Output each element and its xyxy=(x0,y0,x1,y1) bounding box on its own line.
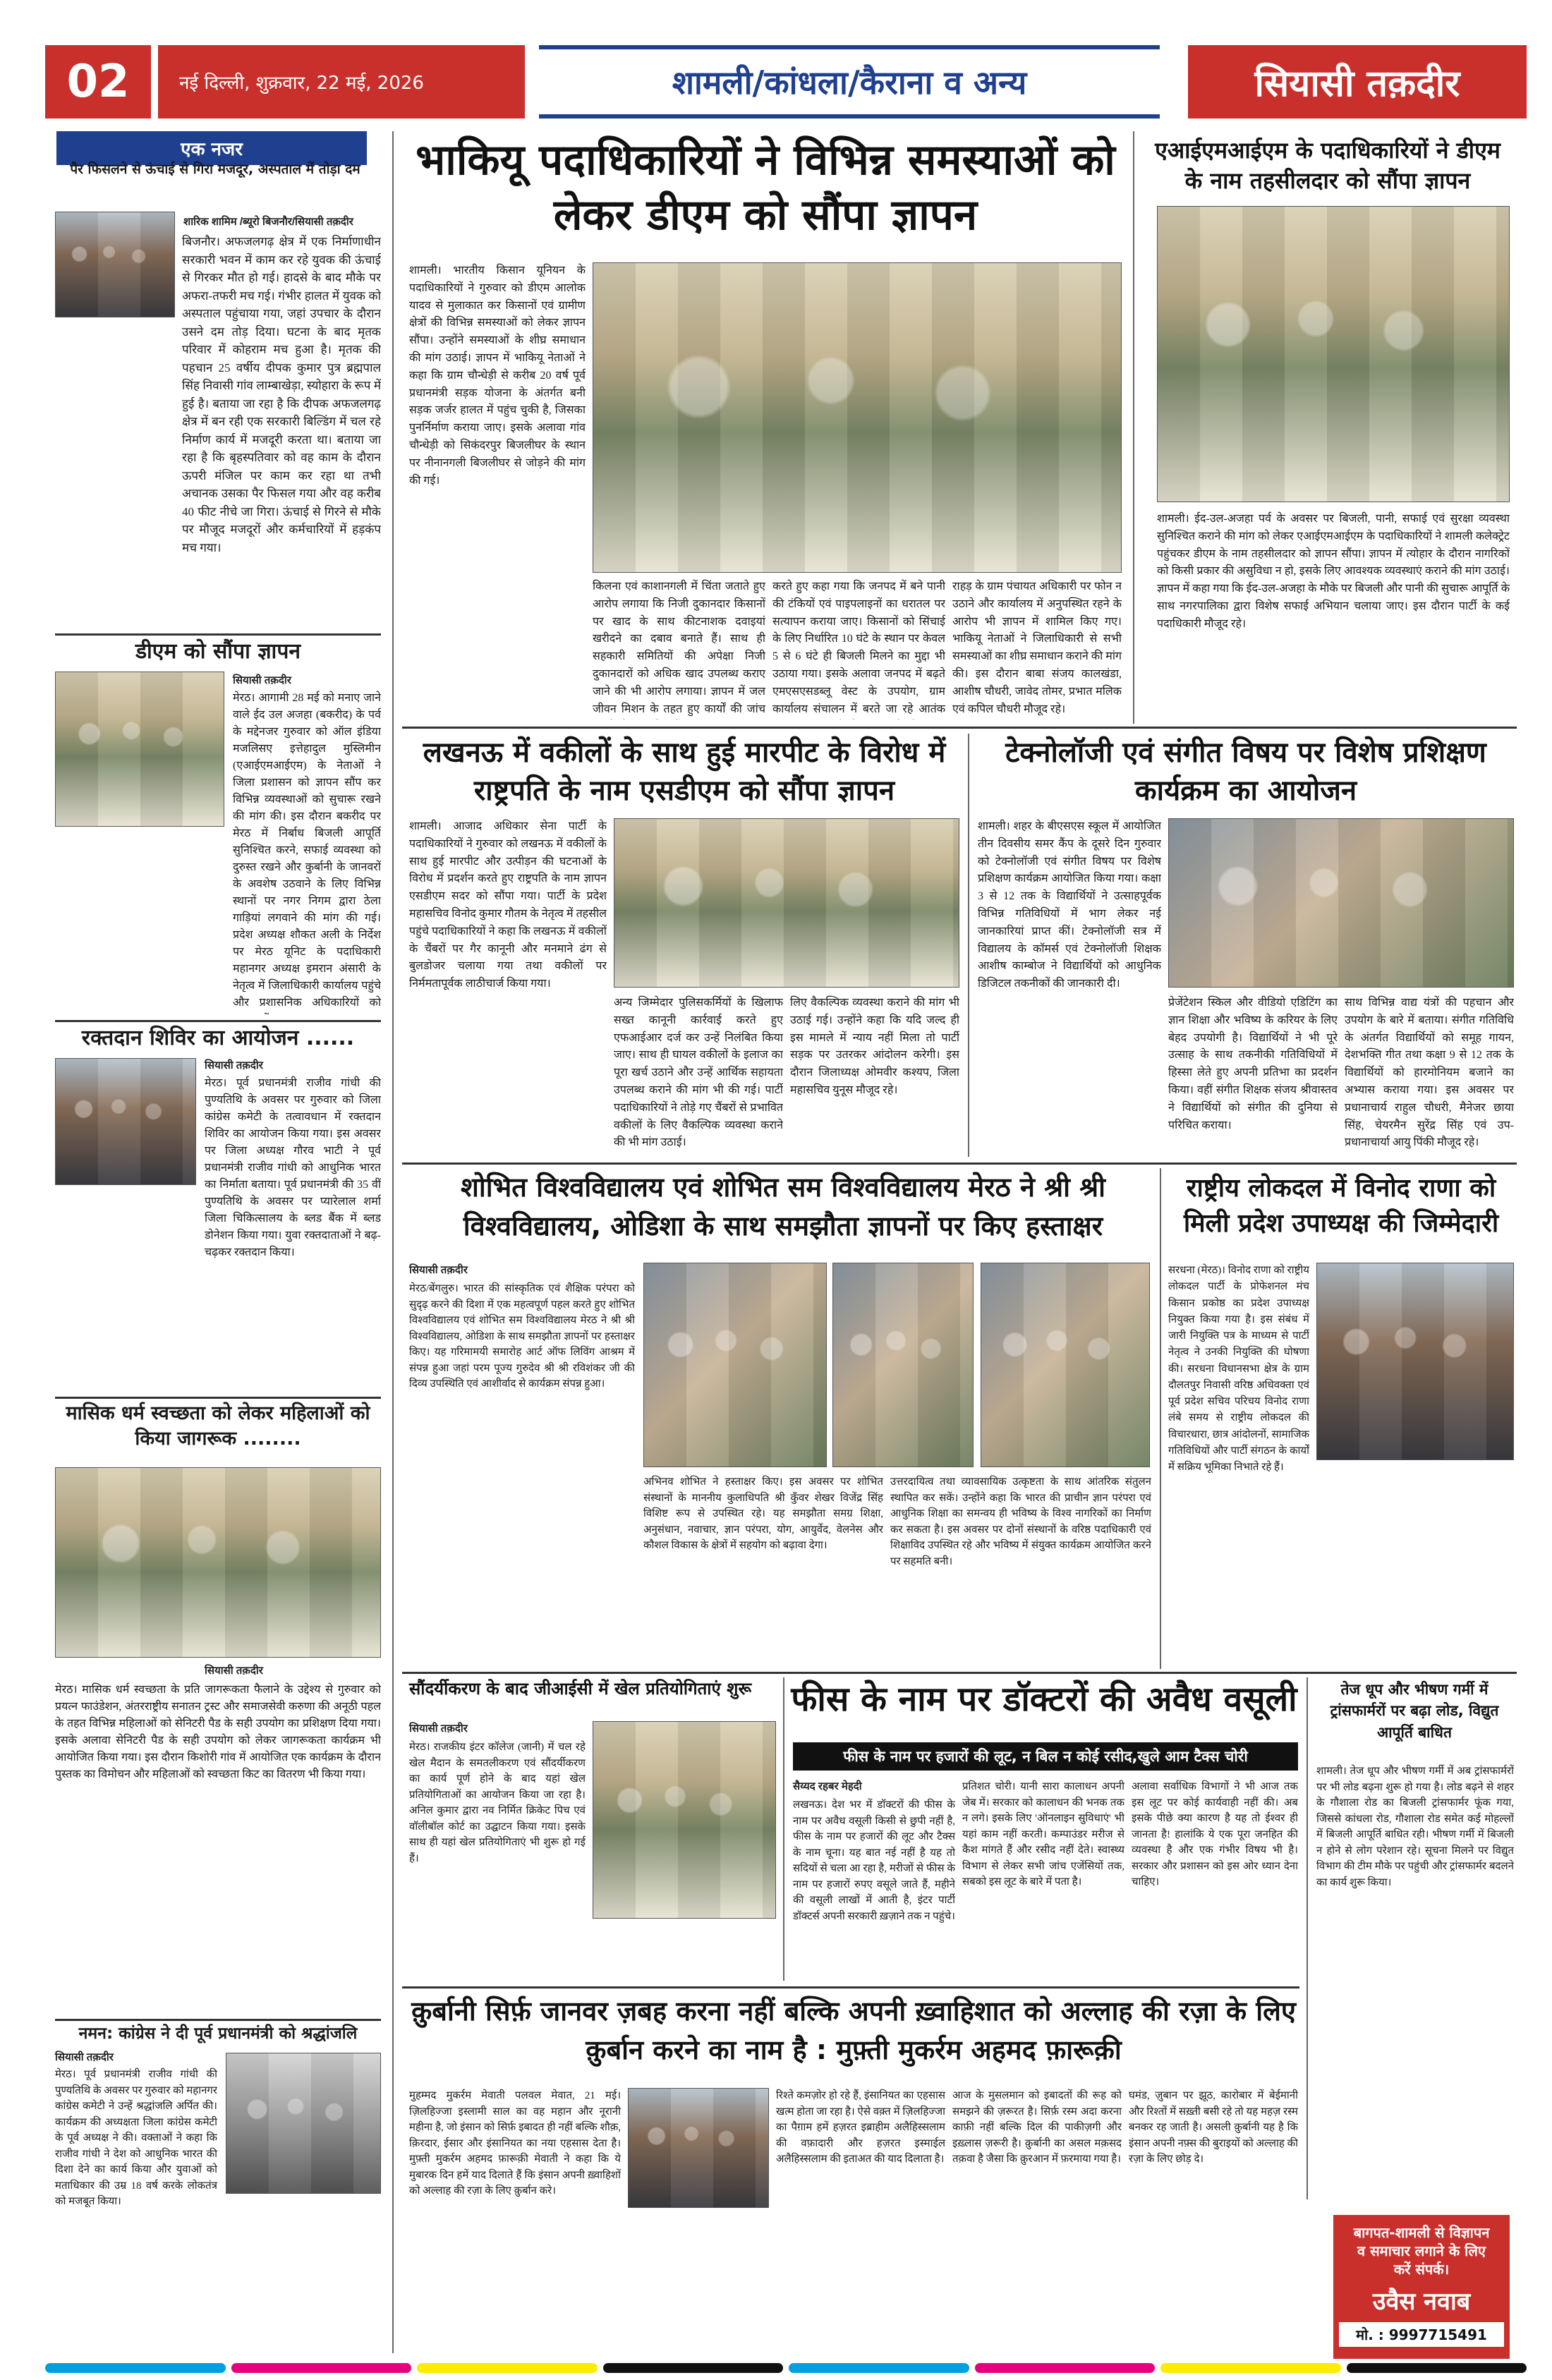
article-body: मेरठ। पूर्व प्रधानमंत्री राजीव गांधी की पुण्यतिथि के अवसर पर गुरुवार को महानगर कांग्रेस कमेटी ने उन्हें श्रद्धांजलि अर्पित की। कार्यक्रम की अध्यक्षता जिला कांग्रेस कमेटी के पूर्व अध्यक्ष ने की। वक्ताओं ने कहा कि राजीव गांधी ने देश को आधुनिक भारत की दिशा देने का कार्य किया और युवाओं को मताधिकार की उम्र 18 वर्ष करके लोकतंत्र को मजबूत किया। xyxy=(55,2069,217,2207)
article-body: आज के मुसलमान को इबादतों की रूह को समझने की ज़रूरत है। सिर्फ़ रस्म अदा करना काफ़ी नहीं बल्कि दिल की पाकीज़गी और इख़्लास ज़रूरी है। क़ुर्बानी का असल मक़सद तक़वा है जैसा कि क़ुरआन में फ़रमाया गया है। xyxy=(952,2090,1122,2165)
article-photo xyxy=(1168,818,1514,988)
article-body: मेरठ/बेंगलुरु। भारत की सांस्कृतिक एवं शैक्षिक परंपरा को सुदृढ़ करने की दिशा में एक महत्वपूर्ण पहल करते हुए शोभित विश्वविद्यालय एवं शोभित सम विश्वविद्यालय मेरठ ने श्री श्री विश्वविद्यालय, ओडिशा के साथ समझौता ज्ञापनों पर हस्ताक्षर किए। यह गरिमामयी समारोह आर्ट ऑफ लिविंग आश्रम में संपन्न हुआ जहां परम पूज्य गुरुदेव श्री श्री रविशंकर जी की दिव्य उपस्थिति एवं आशीर्वाद से कार्यक्रम संपन्न हुआ। xyxy=(409,1283,635,1390)
article-photo xyxy=(55,1058,196,1185)
advertisement-box xyxy=(1333,2215,1510,2359)
article-photo xyxy=(643,1263,827,1467)
article-body: मुहम्मद मुकर्रम मेवाती पलवल मेवात, 21 मई। ज़िलहिज्जा इस्लामी साल का वह महान और नूरानी महीना है, जो इंसान को सिर्फ़ इबादत ही नहीं बल्कि शौक़, क़िरदार, ईसार और इंसानियत का नया एहसास देता है। मुफ़्ती मुकर्रम अहमद फ़ारूक़ी मेवाती ने कहा कि ये मुबारक दिन हमें याद दिलाते हैं कि इंसान अपनी ख़्वाहिशों को अल्लाह की रज़ा के लिए क़ुर्बान करे। xyxy=(409,2090,621,2197)
article-photo xyxy=(1316,1263,1514,1460)
article-headline: तेज धूप और भीषण गर्मी में ट्रांसफार्मरों पर बढ़ा लोड, विद्युत आपूर्ति बाधित xyxy=(1330,1681,1499,1741)
article-body: बिजनौर। अफजलगढ़ क्षेत्र में एक निर्माणाधीन सरकारी भवन में काम कर रहे युवक की ऊंचाई से गिरकर मौत हो गई। हादसे के बाद मौके पर अफरा-तफरी मच गई। गंभीर हालत में युवक को अस्पताल पहुंचाया गया, जहां उपचार के दौरान उसने दम तोड़ दिया। घटना के बाद मृतक परिवार में कोहराम मच हुआ है। मृतक की पहचान 25 वर्षीय दीपक कुमार पुत्र ब्रह्मपाल सिंह निवासी गांव लाम्बाखेड़ा, स्योहारा के रूप में हुई है। बताया जा रहा है कि दीपक अफजलगढ़ क्षेत्र में बन रही एक सरकारी बिल्डिंग में चल रहे निर्माण कार्य में मजदूरी करता था। बताया जा रहा है कि बृहस्पतिवार को वह काम के दौरान ऊपरी मंजिल पर काम कर रहा था तभी अचानक उसका पैर फिसल गया और वह करीब 40 फीट नीचे जा गिरा। ऊंचाई से गिरने से मौके पर मौजूद मजदूरों और कर्मचारियों में हड़कंप मच गया। xyxy=(182,235,381,554)
divider xyxy=(55,1020,381,1022)
article-headline: पैर फिसलने से ऊंचाई से गिरा मजदूर, अस्पताल में तोड़ा दम xyxy=(70,162,360,177)
article-byline: सियासी तक़दीर xyxy=(409,1264,468,1276)
ad-contact-name: उवैस नवाब xyxy=(1372,2288,1471,2316)
column-divider xyxy=(1307,1677,1308,2199)
article-body: प्रतिशत चोरी। यानी सारा कालाधन अपनी जेब में। सरकार को कालाधन की भनक तक न लगे। इसके लिए 'ऑनलाइन सुविधाएं' भी यहां काम नहीं करती। कम्पाउंडर मरीज से कैश मांगते हैं और रसीद नहीं देते। स्वास्थ्य विभाग से लेकर सभी जांच एजेंसियों तक, सबको इस लूट के बारे में पता है। xyxy=(962,1781,1124,1888)
issue-date: नई दिल्ली, शुक्रवार, 22 मई, 2026 xyxy=(158,45,525,119)
article-body: किलना एवं काशानगली में चिंता जताते हुए आरोप लगाया कि निजी दुकानदार किसानों पर खाद के साथ कीटनाशक दवाइयां खरीदने का दबाव बनाते हैं। साथ ही सहकारी समितियों की अपेक्षा निजी दुकानदारों को अधिक खाद उपलब्ध कराए जाने की भी आरोप लगाया। ज्ञापन में जल जीवन मिशन के तहत हुए कार्यों की जांच xyxy=(593,581,765,715)
divider xyxy=(55,633,381,636)
article-body: अभिनव शोभित ने हस्ताक्षर किए। इस अवसर पर शोभित संस्थानों के माननीय कुलाधिपति श्री कुँवर शेखर विजेंद्र सिंह विशिष्ट रूप से उपस्थित रहे। यह समझौता समग्र शिक्षा, अनुसंधान, नवाचार, ज्ञान परंपरा, योग, आयुर्वेद, वेलनेस और कौशल विकास के क्षेत्रों में सहयोग को बढ़ावा देगा। xyxy=(643,1476,883,1551)
article-headline: टेक्नोलॉजी एवं संगीत विषय पर विशेष प्रशिक्षण कार्यक्रम का आयोजन xyxy=(1005,736,1486,807)
article-photo xyxy=(55,1467,381,1658)
page-number: 02 xyxy=(45,45,151,119)
divider xyxy=(55,1397,381,1399)
article-body: शामली। आजाद अधिकार सेना पार्टी के पदाधिकारियों ने गुरुवार को लखनऊ में वकीलों के साथ हुई मारपीट और उत्पीड़न की घटनाओं के विरोध में प्रदर्शन करते हुए राष्ट्रपति के नाम ज्ञापन एसडीएम सदर को सौंपा गया। पार्टी के प्रदेश महासचिव विनोद कुमार गौतम के नेतृत्व में तहसील पहुंचे पदाधिकारियों ने कहा कि लखनऊ में वकीलों के चैंबरों पर गैर कानूनी और मनमाने ढंग से बुलडोजर चलाया गया तथा वकीलों पर निर्ममतापूर्वक लाठीचार्ज किया गया। xyxy=(409,820,607,990)
article-headline: मासिक धर्म स्वच्छता को लेकर महिलाओं को किया जागरूक ........ xyxy=(66,1402,370,1450)
divider xyxy=(402,1162,1517,1165)
article-photo xyxy=(1157,206,1510,502)
column-divider xyxy=(968,734,969,1157)
divider xyxy=(402,1986,1299,1989)
article-body: अन्य जिम्मेदार पुलिसकर्मियों के खिलाफ सख्त कानूनी कार्रवाई करते हुए एफआईआर दर्ज कर उन्हें निलंबित किया जाए। साथ ही घायल वकीलों के इलाज का पूरा खर्च उठाने और उन्हें आर्थिक सहायता उपलब्ध कराने की मांग भी की गई। पार्टी पदाधिकारियों ने तोड़े गए चैंबरों से प्रभावित वकीलों के लिए वैकल्पिक व्यवस्था कराने की भी मांग उठाई। xyxy=(614,997,783,1149)
column-divider xyxy=(783,1677,784,1981)
article-photo xyxy=(593,1721,776,1919)
article-body: लखनऊ। देश भर में डॉक्टरों की फीस के नाम पर अवैध वसूली किसी से छुपी नहीं है, फीस के नाम पर हजारों की लूट और टैक्स के नाम चूना। यह बात नई नहीं है यह तो सदियों से चला आ रहा है, मरीजों से फीस के नाम पर हजारों रुपए वसूले जाते हैं, महीने की वसूली लाखों में आती है, इंटर पार्टी डॉक्टर्स अपनी सरकारी ख़ज़ाने तक न पहुंचे। xyxy=(793,1799,955,1922)
article-body: राहड़ के ग्राम पंचायत अधिकारी पर फोन न उठाने और कार्यालय में अनुपस्थित रहने के आरोप भी ज्ञापन में शामिल किए गए। भाकियू नेताओं ने जिलाधिकारी से सभी समस्याओं का शीघ्र समाधान कराने की मांग की। इस दौरान बाबा संजय कालखंडा, आशीष चौधरी, जावेद तोमर, प्रभात मलिक एवं कपिल चौधरी मौजूद रहे। xyxy=(952,581,1122,715)
article-body: शामली। ईद-उल-अजहा पर्व के अवसर पर बिजली, पानी, सफाई एवं सुरक्षा व्यवस्था सुनिश्चित कराने की मांग को लेकर एआईएमआईएम के पदाधिकारियों ने शामली कलेक्ट्रेट पहुंचकर डीएम के नाम तहसीलदार को ज्ञापन सौंपा। ज्ञापन में त्योहार के दौरान नागरिकों को किसी प्रकार की असुविधा न हो, इसके लिए आवश्यक व्यवस्थाएं कराने की मांग उठाई। ज्ञापन में कहा गया कि ईद-उल-अजहा के मौके पर बिजली और पानी की सुचारू आपूर्ति के साथ नगरपालिका द्वारा विशेष सफाई अभियान चलाया जाए। इस दौरान पार्टी के कई पदाधिकारी मौजूद रहे। xyxy=(1157,513,1510,630)
article-headline: राष्ट्रीय लोकदल में विनोद राणा को मिली प्रदेश उपाध्यक्ष की जिम्मेदारी xyxy=(1183,1174,1499,1239)
divider xyxy=(402,727,1517,729)
article-body: मेरठ। पूर्व प्रधानमंत्री राजीव गांधी की पुण्यतिथि के अवसर पर गुरुवार को जिला कांग्रेस कमेटी के तत्वावधान में रक्तदान शिविर का आयोजन किया गया। इस अवसर पर जिला अध्यक्ष गौरव भाटी ने पूर्व प्रधानमंत्री राजीव गांधी को आधुनिक भारत का निर्माता बताया। पूर्व प्रधानमंत्री की 35 वीं पुण्यतिथि के अवसर पर प्यारेलाल शर्मा जिला चिकित्सालय के ब्लड बैंक में ब्लड डोनेशन किया गया। युवा रक्तदाताओं ने बढ़-चढ़कर रक्तदान किया। xyxy=(205,1077,381,1258)
article-headline: एआईएमआईएम के पदाधिकारियों ने डीएम के नाम तहसीलदार को सौंपा ज्ञापन xyxy=(1155,137,1501,195)
ad-contact-mobile: मो. : 9997715491 xyxy=(1339,2322,1504,2347)
masthead xyxy=(45,45,1527,119)
article-body: शामली। तेज धूप और भीषण गर्मी में अब ट्रांसफार्मरों पर भी लोड बढ़ना शुरू हो गया है। लोड बढ़ने से शहर के गौशाला रोड का बिजली ट्रांसफार्मर फूंक गया, जिससे कांधला रोड, गौशाला रोड समेत कई मोहल्लों में बिजली आपूर्ति बाधित रही। भीषण गर्मी में बिजली न होने से लोग परेशान रहे। सूचना मिलने पर विद्युत विभाग की टीम मौके पर पहुंची और ट्रांसफार्मर बदलने का कार्य शुरू किया। xyxy=(1316,1766,1514,1888)
article-byline: शारिक शामिम /ब्यूरो बिजनौर/सियासी तक़दीर xyxy=(183,216,353,228)
article-body: सरधना (मेरठ)। विनोद राणा को राष्ट्रीय लोकदल पार्टी के प्रोफेशनल मंच किसान प्रकोष्ठ का प्रदेश उपाध्यक्ष नियुक्त किया गया है। इस संबंध में जारी नियुक्ति पत्र के माध्यम से पार्टी नेतृत्व ने उनकी नियुक्ति की घोषणा की। सरधना विधानसभा क्षेत्र के ग्राम दौलतपुर निवासी वरिष्ठ अधिवक्ता एवं पूर्व प्रदेश सचिव परिचय विनोद राणा लंबे समय से राष्ट्रीय लोकदल की विचारधारा, छात्र आंदोलनों, सामाजिक गतिविधियों और पार्टी संगठन के कार्यों में सक्रिय भूमिका निभाते रहे हैं। xyxy=(1168,1265,1309,1473)
article-photo xyxy=(981,1263,1150,1467)
article-body: लिए वैकल्पिक व्यवस्था कराने की मांग भी उठाई गई। उन्होंने कहा कि यदि जल्द ही इस मामले में न्याय नहीं मिला तो पार्टी सड़क पर उतरकर आंदोलन करेगी। इस दौरान जिलाध्यक्ष ओमवीर कश्यप, जिला महासचिव युनूस मौजूद रहे। xyxy=(790,997,959,1096)
ad-line: करें संपर्क। xyxy=(1393,2261,1450,2278)
article-byline: सियासी तक़दीर xyxy=(233,674,291,686)
article-byline: सियासी तक़दीर xyxy=(55,2051,114,2063)
article-headline: शोभित विश्वविद्यालय एवं शोभित सम विश्वविद्यालय मेरठ ने श्री श्री विश्वविद्यालय, ओडिशा के साथ समझौता ज्ञापनों पर किए हस्ताक्षर xyxy=(461,1172,1105,1242)
article-body: मेरठ। मासिक धर्म स्वच्छता के प्रति जागरूकता फैलाने के उद्देश्य से गुरुवार को प्रयत्न फाउंडेशन, अंतरराष्ट्रीय सनातन ट्रस्ट और समाजसेवी करुणा की अनूठी पहल के तहत विभिन्न महिलाओं को सेनिटरी पैड के सही उपयोग का प्रशिक्षण दिया गया। इसके अलावा सेनिटरी पैड के सही उपयोग को लेकर जागरूकता कार्यक्रम भी आयोजित किया गया। इस दौरान किशोरी गांव में आयोजित एक कार्यक्रम के दौरान पुस्तक का विमोचन और महिलाओं को स्वच्छता किट का वितरण भी किया गया। xyxy=(55,1684,381,1780)
article-photo xyxy=(614,818,959,988)
divider xyxy=(402,1672,1517,1674)
ad-line: बागपत-शामली से विज्ञापन xyxy=(1353,2224,1490,2241)
article-body: मेरठ। आगामी 28 मई को मनाए जाने वाले ईद उल अजहा (बकरीद) के पर्व के मद्देनजर गुरुवार को ऑल इंडिया मजलिसए इत्तेहादुल मुस्लिमीन (एआईएमआईएम) के नेताओं ने जिला प्रशासन को ज्ञापन सौंप कर विभिन्न व्यवस्थाओं को सुचारू रखने की मांग की। इस दौरान बकरीद पर मेरठ में निर्बाध बिजली आपूर्ति सुनिश्चित करने, सफाई व्यवस्था को दुरुस्त रखने और कुर्बानी के जानवरों के अवशेष उठवाने के लिए विभिन्न स्थानों पर नगर निगम द्वारा ठेला गाड़ियां लगवाने की मांग की गई। प्रदेश अध्यक्ष शौकत अली के निर्देश पर मेरठ यूनिट के पदाधिकारी महानगर अध्यक्ष इमरान अंसारी के नेतृत्व में जिलाधिकारी कार्यालय पहुंचे और प्रशासनिक अधिकारियों को xyxy=(233,692,381,1009)
article-body: शामली। भारतीय किसान यूनियन के पदाधिकारियों ने गुरुवार को डीएम आलोक यादव से मुलाकात कर किसानों एवं ग्रामीण क्षेत्रों की विभिन्न समस्याओं को लेकर ज्ञापन सौंपा। उन्होंने समस्याओं के शीघ्र समाधान की मांग उठाई। ज्ञापन में भाकियू नेताओं ने कहा कि ग्राम चौन्धेड़ी से करीब 20 वर्ष पूर्व प्रधानमंत्री सड़क योजना के अंतर्गत बनी सड़क जर्जर हालत में पहुंच चुकी है, जिसका पुनर्निर्माण कराया जाए। इसके अलावा गांव चौन्धेड़ी को सिकंदरपुर बिजलीघर के स्थान पर नीनानगली बिजलीघर से जोड़ने की मांग की गई। xyxy=(409,265,586,487)
article-body: शामली। शहर के बीएसएस स्कूल में आयोजित तीन दिवसीय समर कैंप के दूसरे दिन गुरुवार को टेक्नोलॉजी एवं संगीत विषय पर विशेष प्रशिक्षण कार्यक्रम आयोजित किया गया। कक्षा 3 से 12 तक के विद्यार्थियों ने उत्साहपूर्वक विभिन्न गतिविधियों में भाग लेकर नई जानकारियां प्राप्त कीं। टेक्नोलॉजी सत्र में विद्यालय के कॉमर्स एवं टेक्नोलॉजी शिक्षक आशीष काम्बोज ने विद्यार्थियों को आधुनिक डिजिटल तकनीकों की जानकारी दी। xyxy=(978,820,1161,990)
article-body: साथ विभिन्न वाद्य यंत्रों की पहचान और उपयोग के बारे में बताया। संगीत गतिविधि के अंतर्गत विद्यार्थियों को समूह गायन, देशभक्ति गीत तथा कक्षा 9 से 12 तक के विद्यार्थियों को हारमोनियम बजाने का अभ्यास कराया गया। इस अवसर पर प्रधानाचार्य राहुल चौधरी, मैनेजर छाया सिंह, चेयरमैन सुरेंद्र सिंह एवं उप-प्रधानाचार्या आयु पिंकी मौजूद रहे। xyxy=(1345,997,1514,1149)
section-kicker: एक नजर xyxy=(56,131,367,165)
article-byline: सैय्यद रहबर मेहदी xyxy=(793,1780,862,1792)
article-body: प्रेजेंटेशन स्किल और वीडियो एडिटिंग का ज्ञान शिक्षा और भविष्य के करियर के लिए बेहद उपयोगी है। विद्यार्थियों ने भी पूरे उत्साह के साथ तकनीकी गतिविधियों में हिस्सा लेते हुए अपनी प्रतिभा का प्रदर्शन किया। वहीं संगीत शिक्षक संजय श्रीवास्तव ने विद्यार्थियों को संगीत की दुनिया से परिचित कराया। xyxy=(1168,997,1338,1131)
article-body: उत्तरदायित्व तथा व्यावसायिक उत्कृष्टता के साथ आंतरिक संतुलन स्थापित कर सकें। उन्होंने कहा कि भारत की प्राचीन ज्ञान परंपरा एवं आधुनिक शिक्षा का समन्वय ही भविष्य के विश्व नागरिकों का निर्माण कर सकता है। इस अवसर पर दोनों संस्थानों के वरिष्ठ पदाधिकारी एवं शिक्षाविद उपस्थित रहे और भविष्य में संयुक्त कार्यक्रम आयोजित करने पर सहमति बनी। xyxy=(890,1476,1151,1567)
article-body: रिश्ते कमज़ोर हो रहे हैं, इंसानियत का एहसास खत्म होता जा रहा है। ऐसे वक़्त में ज़िलहिज्जा का पैग़ाम हमें हज़रत इब्राहीम अलैहिस्सलाम की वफ़ादारी और हज़रत इस्माईल अलैहिस्सलाम की इताअत की याद दिलाता है। xyxy=(776,2090,945,2165)
article-headline: नमन: कांग्रेस ने दी पूर्व प्रधानमंत्री को श्रद्धांजलि xyxy=(78,2024,358,2043)
newspaper-brand: सियासी तक़दीर xyxy=(1188,45,1527,119)
article-headline: फीस के नाम पर डॉक्टरों की अवैध वसूली xyxy=(791,1680,1297,1719)
article-photo xyxy=(226,2053,381,2194)
column-divider xyxy=(1160,1168,1161,1669)
section-title: शामली/कांधला/कैराना व अन्य xyxy=(539,45,1160,119)
printer-color-bar xyxy=(45,2363,1527,2373)
column-divider xyxy=(392,131,394,2353)
article-byline: सियासी तक़दीर xyxy=(205,1665,263,1677)
column-divider xyxy=(1133,131,1134,724)
article-subhead: फीस के नाम पर हजारों की लूट, न बिल न कोई रसीद,खुले आम टैक्स चोरी xyxy=(793,1742,1298,1771)
article-byline: सियासी तक़दीर xyxy=(205,1060,263,1071)
article-body: अलावा सर्वाधिक विभागों ने भी आज तक इस लूट पर कोई कार्यवाही नहीं की। अब इसके पीछे क्या कारण है यह तो ईश्वर ही जानता है! हालांकि ये एक पूरा जनहित की व्यवस्था है और एक गंभीर विषय भी है। सरकार और प्रशासन को इस ओर ध्यान देना चाहिए। xyxy=(1132,1781,1298,1888)
article-byline: सियासी तक़दीर xyxy=(409,1723,468,1735)
article-photo xyxy=(55,672,224,827)
article-headline: डीएम को सौंपा ज्ञापन xyxy=(135,639,301,664)
article-headline: क़ुर्बानी सिर्फ़ जानवर ज़बह करना नहीं बल्कि अपनी ख़्वाहिशात को अल्लाह की रज़ा के लिए क़ुर्बान करने का नाम है : मुफ़्ती मुकर्रम अहमद फ़ारूक़ी xyxy=(411,1996,1296,2066)
ad-line: व समाचार लगाने के लिए xyxy=(1357,2242,1486,2259)
divider xyxy=(55,2019,381,2021)
article-body: मेरठ। राजकीय इंटर कॉलेज (जानी) में चल रहे खेल मैदान के समतलीकरण एवं सौंदर्यीकरण का कार्य पूर्ण होने के बाद यहां खेल प्रतियोगिताओं का आयोजन किया जा रहा है। अनिल कुमार द्वारा नव निर्मित क्रिकेट पिच एवं वॉलीबॉल कोर्ट का उद्घाटन किया गया। इसके साथ ही यहां खेल प्रतियोगिताएं भी शुरू हो गई हैं। xyxy=(409,1742,586,1864)
article-headline: रक्तदान शिविर का आयोजन ...... xyxy=(81,1026,355,1050)
article-body: करते हुए कहा गया कि जनपद में बने पानी की टंकियों एवं पाइपलाइनों का धरातल पर सत्यापन कराया जाए। किसानों को सिंचाई के लिए निर्धारित 10 घंटे के स्थान पर केवल 5 से 6 घंटे ही बिजली मिलने का मुद्दा भी उठाया गया। इसके अलावा जनपद में बढ़ते एमएसएसडब्लू वेस्ट के उपयोग, ग्राम कार्यालय संचालन में बरते जा रहे आतंक xyxy=(772,581,945,715)
article-photo xyxy=(832,1263,974,1467)
article-photo xyxy=(628,2088,769,2208)
article-headline: भाकियू पदाधिकारियों ने विभिन्न समस्याओं को लेकर डीएम को सौंपा ज्ञापन xyxy=(416,135,1115,240)
article-photo xyxy=(593,262,1122,573)
article-headline: लखनऊ में वकीलों के साथ हुई मारपीट के विरोध में राष्ट्रपति के नाम एसडीएम को सौंपा ज्ञापन xyxy=(423,736,946,807)
article-headline: सौंदर्यीकरण के बाद जीआईसी में खेल प्रतियोगिताएं शुरू xyxy=(409,1679,752,1699)
article-body: घमंड, ज़ुबान पर झूठ, कारोबार में बेईमानी और रिश्तों में सख़्ती बसी रहे तो यह महज़ रस्म बनकर रह जाती है। असली क़ुर्बानी यह है कि इंसान अपनी नफ़्स की बुराइयों को अल्लाह की रज़ा के लिए छोड़ दे। xyxy=(1129,2090,1298,2165)
